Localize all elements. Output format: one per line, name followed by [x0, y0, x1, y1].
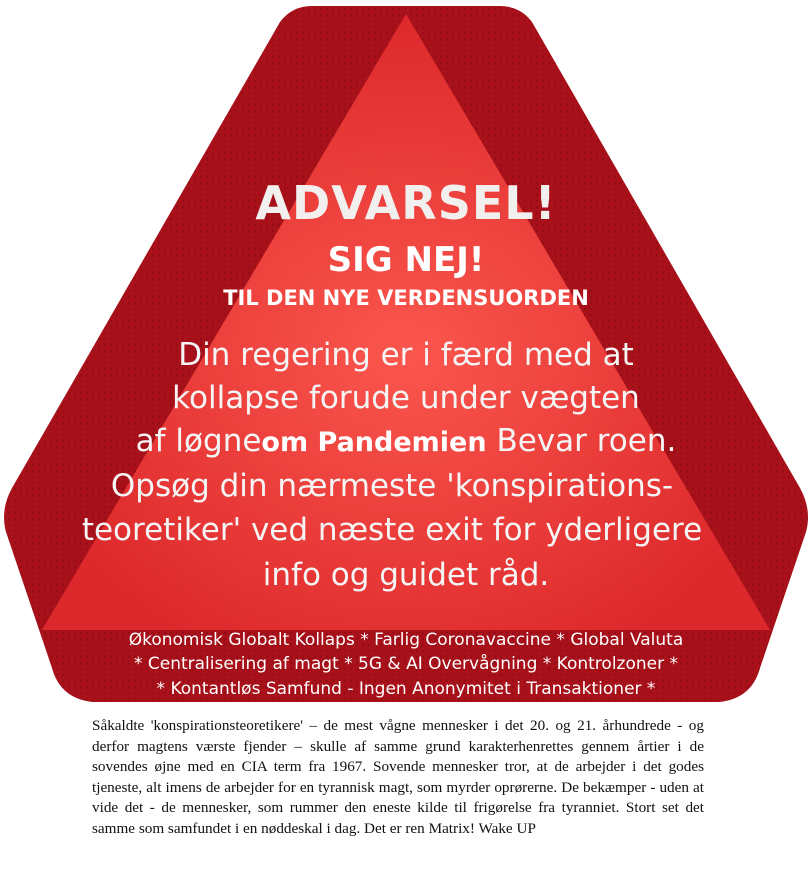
sign-keyword-line: * Centralisering af magt * 5G & AI Overvågning * Kontrolzoner * — [133, 654, 679, 674]
sign-title: ADVARSEL! — [255, 176, 557, 230]
sign-body-line: info og guidet råd. — [262, 557, 550, 593]
sign-keyword-line: * Kontantløs Samfund - Ingen Anonymitet i Transaktioner * — [156, 679, 656, 699]
sign-body-line — [0, 423, 812, 459]
sign-body-highlight: om Pandemien — [261, 427, 487, 458]
sign-subtitle-secondary: TIL DEN NYE VERDENSUORDEN — [223, 286, 589, 310]
sign-body-line: teoretiker' ved næste exit for yderligere — [81, 512, 703, 548]
sign-body-line: Din regering er i færd med at — [178, 337, 634, 373]
caption-paragraph: Såkaldte 'konspirationsteoretikere' – de mest vågne mennesker i det 20. og 21. århundrede - og derfor magtens værste fjender – skulle af samme grund karakterhenrettes gennem årtier i de sovendes øjne med en CIA term fra 1967. Sovende mennesker tror, at de arbejder i det godes tjeneste, alt imens de arbejder for en tyrannisk magt, som myrder oprørerne. De bekæmper - uden at vide det - de mennesker, som rummer den eneste kilde til frigørelse fra tyranniet. Stort set det samme som samfundet i en nøddeskal i dag. Det er ren Matrix! Wake UP — [92, 717, 704, 837]
sign-body-line: kollapse forude under vægten — [172, 380, 640, 416]
sign-subtitle: SIG NEJ! — [327, 240, 485, 280]
sign-body-line: Opsøg din nærmeste 'konspirations- — [110, 468, 674, 504]
sign-body-segment: af løgne — [135, 423, 262, 459]
sign-body-segment: Bevar roen. — [496, 423, 677, 459]
sign-keyword-line: Økonomisk Globalt Kollaps * Farlig Coronavaccine * Global Valuta — [128, 630, 684, 650]
